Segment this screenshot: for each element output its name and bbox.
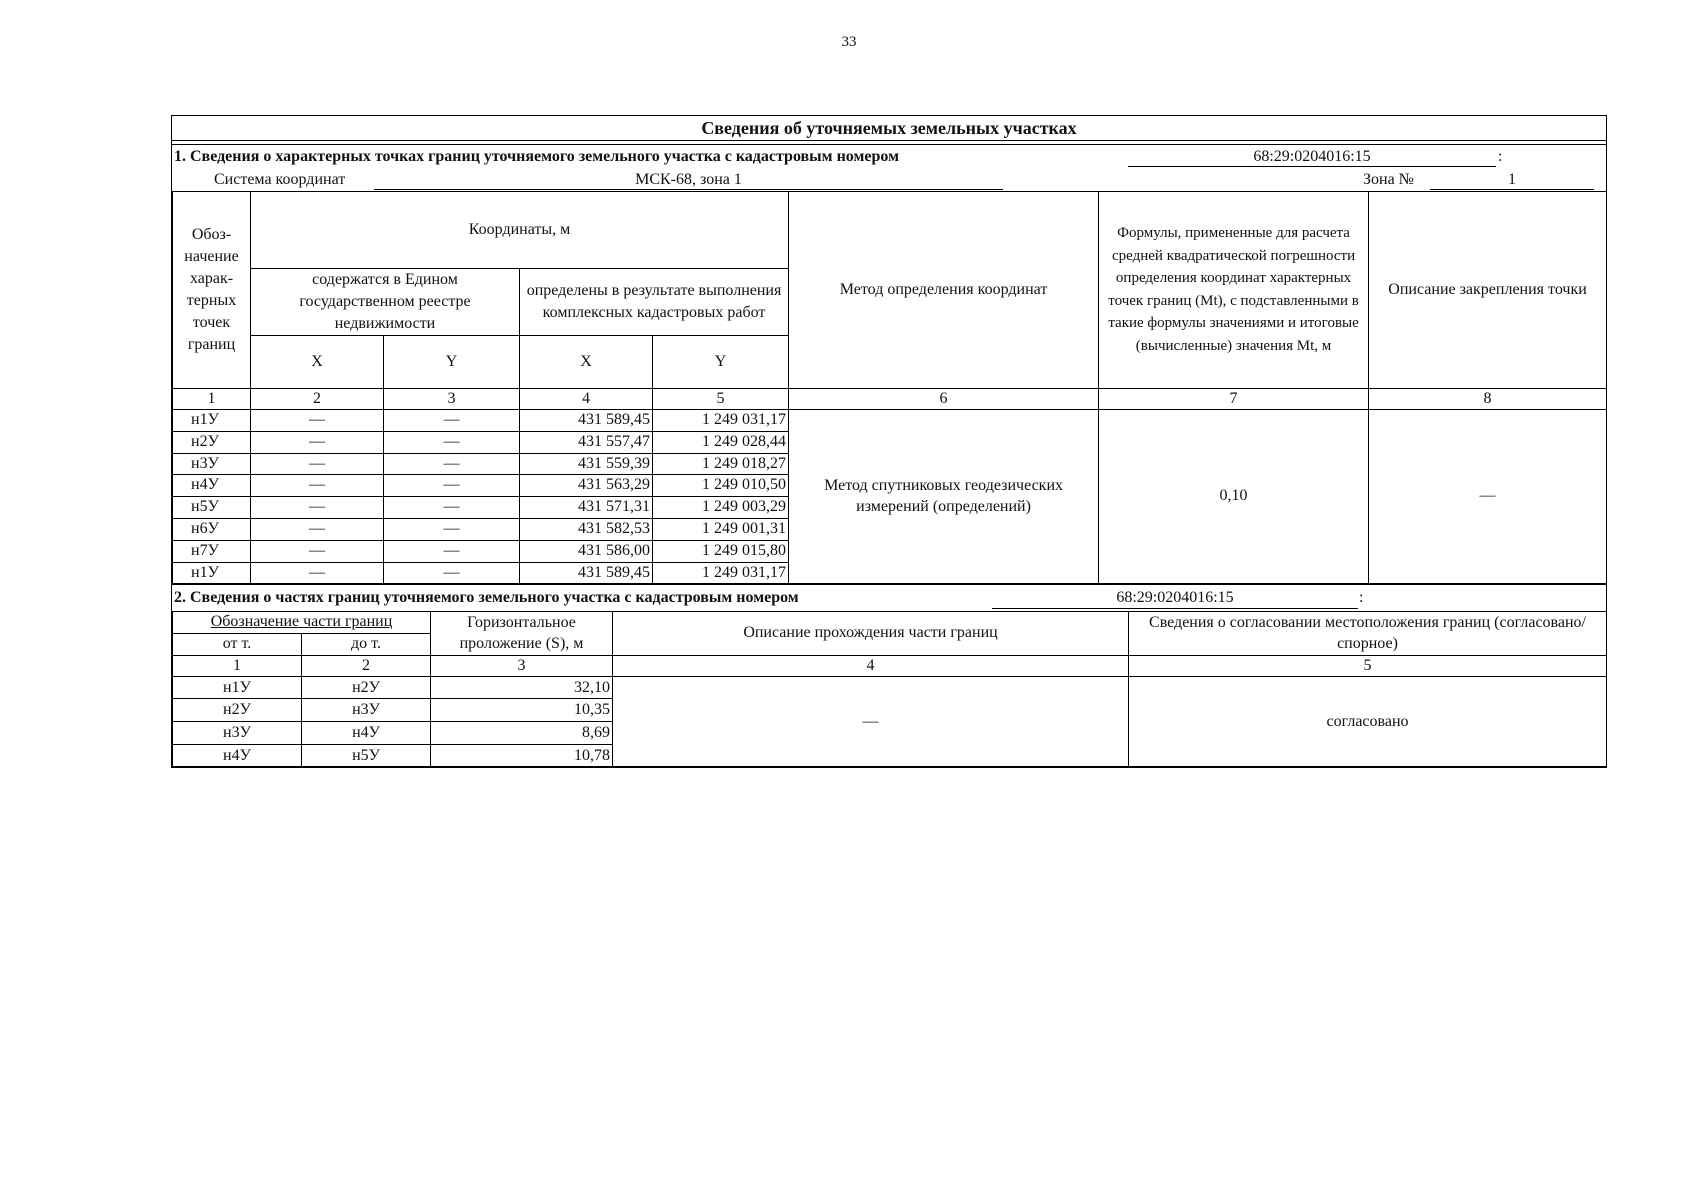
col-number: 6 [789, 388, 1099, 409]
y-coordinate: 1 249 031,17 [653, 409, 789, 431]
mt-value: 0,10 [1099, 409, 1369, 583]
zone-value: 1 [1430, 171, 1594, 190]
col-number: 3 [384, 388, 520, 409]
header-description: Описание прохождения части границ [613, 612, 1129, 656]
y-coordinate: 1 249 010,50 [653, 475, 789, 497]
x-coordinate: 431 586,00 [520, 540, 653, 562]
header-x-determined: X [520, 335, 653, 388]
header-y-egrn: Y [384, 335, 520, 388]
y-coordinate: 1 249 015,80 [653, 540, 789, 562]
part-length: 32,10 [431, 676, 613, 699]
header-to: до т. [302, 634, 431, 656]
x-egrn: — [251, 475, 384, 497]
x-egrn: — [251, 562, 384, 584]
coordinate-system-label: Система координат [214, 170, 346, 188]
y-coordinate: 1 249 003,29 [653, 497, 789, 519]
header-egrn: содержатся в Едином государственном реестре недвижимости [251, 268, 520, 335]
section1-heading-row [172, 145, 1606, 169]
x-coordinate: 431 589,45 [520, 562, 653, 584]
y-egrn: — [384, 409, 520, 431]
method-value: Метод спутниковых геодезических измерений (определений) [789, 409, 1099, 583]
col-number: 2 [251, 388, 384, 409]
x-coordinate: 431 571,31 [520, 497, 653, 519]
section1-heading: 1. Сведения о характерных точках границ уточняемого земельного участка с кадастровым номером [174, 147, 899, 165]
agreement-value: согласовано [1129, 676, 1607, 766]
x-egrn: — [251, 518, 384, 540]
x-coordinate: 431 559,39 [520, 453, 653, 475]
header-x-egrn: X [251, 335, 384, 388]
points-table [172, 191, 1607, 585]
y-egrn: — [384, 431, 520, 453]
y-egrn: — [384, 518, 520, 540]
part-to: н2У [302, 676, 431, 699]
header-formulas: Формулы, примененные для расчета средней квадратической погрешности определения координат характерных точек границ (Mt), с подставленными в такие формулы значениями и итоговые (вычисленные) значения Mt, м [1099, 191, 1369, 388]
col-number: 5 [1129, 655, 1607, 676]
header-y-determined: Y [653, 335, 789, 388]
point-designation: н5У [173, 497, 251, 519]
header-part-designation [173, 612, 431, 634]
part-length: 10,35 [431, 699, 613, 722]
y-egrn: — [384, 497, 520, 519]
header-agreement: Сведения о согласовании местоположения границ (согласовано/спорное) [1129, 612, 1607, 656]
part-length: 8,69 [431, 722, 613, 745]
header-method: Метод определения координат [789, 191, 1099, 388]
part-to: н3У [302, 699, 431, 722]
table-row [173, 676, 1607, 699]
header-from: от т. [173, 634, 302, 656]
x-egrn: — [251, 540, 384, 562]
col-number: 2 [302, 655, 431, 676]
part-from: н1У [173, 676, 302, 699]
section1-cadastral-number: 68:29:0204016:15 [1128, 148, 1496, 167]
col-number: 1 [173, 388, 251, 409]
y-coordinate: 1 249 031,17 [653, 562, 789, 584]
y-coordinate: 1 249 018,27 [653, 453, 789, 475]
col-number: 7 [1099, 388, 1369, 409]
y-coordinate: 1 249 028,44 [653, 431, 789, 453]
x-coordinate: 431 582,53 [520, 518, 653, 540]
column-numbers-row [173, 655, 1607, 676]
column-numbers-row [173, 388, 1607, 409]
header-designation: Обоз-начение харак-терных точек границ [173, 191, 251, 388]
part-length: 10,78 [431, 744, 613, 767]
boundary-parts-table [172, 611, 1607, 767]
zone-label: Зона № [1363, 170, 1414, 188]
x-coordinate: 431 563,29 [520, 475, 653, 497]
section2-colon: : [1359, 589, 1364, 607]
point-designation: н3У [173, 453, 251, 475]
point-designation: н6У [173, 518, 251, 540]
y-egrn: — [384, 562, 520, 584]
header-part-designation-text: Обозначение части границ [210, 613, 393, 631]
part-from: н3У [173, 722, 302, 745]
col-number: 3 [431, 655, 613, 676]
fixing-value: — [1369, 409, 1607, 583]
point-designation: н1У [173, 409, 251, 431]
part-to: н5У [302, 744, 431, 767]
header-coordinates: Координаты, м [251, 191, 789, 268]
document-title: Сведения об уточняемых земельных участках [172, 116, 1606, 141]
x-coordinate: 431 557,47 [520, 431, 653, 453]
x-coordinate: 431 589,45 [520, 409, 653, 431]
col-number: 1 [173, 655, 302, 676]
header-fixing: Описание закрепления точки [1369, 191, 1607, 388]
header-horizontal: Горизонтальное проложение (S), м [431, 612, 613, 656]
point-designation: н2У [173, 431, 251, 453]
part-from: н2У [173, 699, 302, 722]
coordinate-system-row [172, 169, 1606, 191]
y-egrn: — [384, 540, 520, 562]
part-from: н4У [173, 744, 302, 767]
y-egrn: — [384, 475, 520, 497]
section1-colon: : [1498, 147, 1503, 165]
header-determined: определены в результате выполнения комплексных кадастровых работ [520, 268, 789, 335]
x-egrn: — [251, 431, 384, 453]
x-egrn: — [251, 453, 384, 475]
coordinate-system-value: МСК-68, зона 1 [374, 171, 1003, 190]
point-designation: н4У [173, 475, 251, 497]
part-to: н4У [302, 722, 431, 745]
description-value: — [613, 676, 1129, 766]
col-number: 8 [1369, 388, 1607, 409]
x-egrn: — [251, 497, 384, 519]
col-number: 4 [613, 655, 1129, 676]
page-number: 33 [841, 34, 857, 50]
point-designation: н7У [173, 540, 251, 562]
x-egrn: — [251, 409, 384, 431]
point-designation: н1У [173, 562, 251, 584]
table-row [173, 409, 1607, 431]
col-number: 4 [520, 388, 653, 409]
y-egrn: — [384, 453, 520, 475]
y-coordinate: 1 249 001,31 [653, 518, 789, 540]
col-number: 5 [653, 388, 789, 409]
section2-heading: 2. Сведения о частях границ уточняемого земельного участка с кадастровым номером [174, 589, 799, 607]
section2-heading-row [172, 584, 1606, 611]
section2-cadastral-number: 68:29:0204016:15 [992, 589, 1358, 608]
land-plots-document [171, 115, 1607, 768]
